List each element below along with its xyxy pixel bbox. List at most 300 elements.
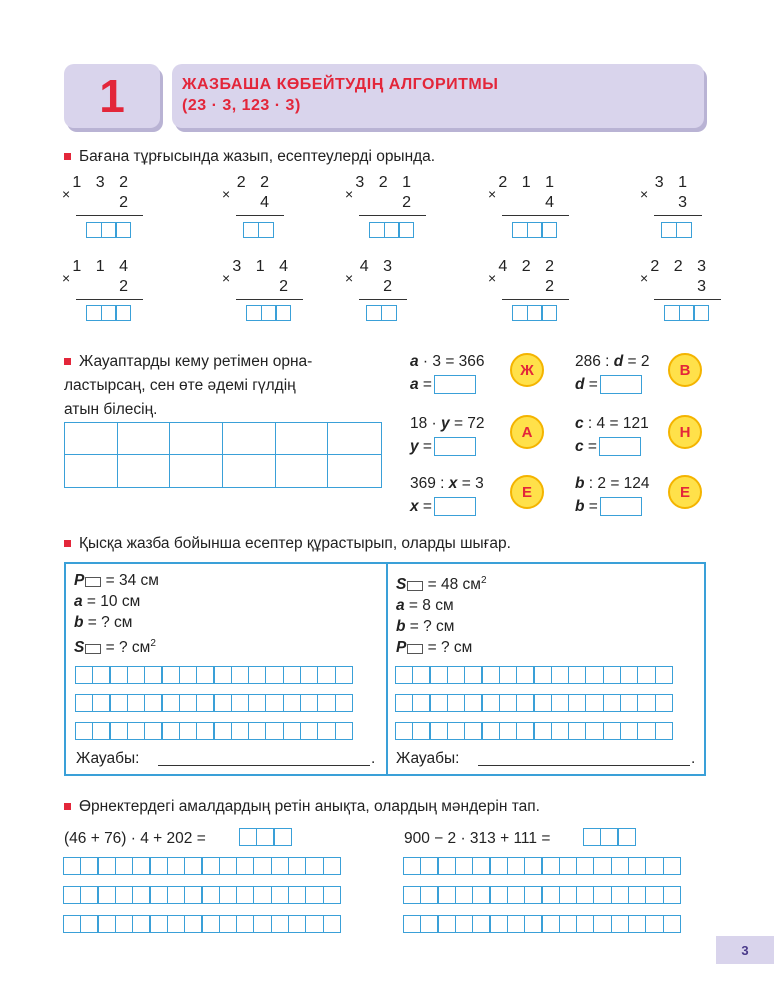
grid-cell[interactable] [92, 722, 111, 740]
grid-cell[interactable] [489, 857, 508, 875]
page-number: 3 [716, 936, 774, 964]
lesson-title: ЖАЗБАША КӨБЕЙТУДІҢ АЛГОРИТМЫ [182, 76, 499, 93]
answer-cell[interactable] [693, 305, 709, 321]
grid-cell[interactable] [533, 722, 552, 740]
grid-cell[interactable] [600, 828, 619, 846]
lesson-title-box [172, 64, 704, 128]
result-line [76, 215, 143, 216]
answer-cells[interactable] [662, 222, 692, 238]
grid-cell[interactable] [551, 722, 570, 740]
letter-badge: Ж [510, 353, 544, 387]
grid-cell[interactable] [412, 666, 431, 684]
bullet-icon [64, 358, 71, 365]
grid-cell[interactable] [559, 886, 578, 904]
grid-cell[interactable] [80, 857, 99, 875]
grid-cell[interactable] [499, 722, 518, 740]
answer-cells[interactable] [370, 222, 414, 238]
grid-cell[interactable] [437, 886, 456, 904]
grid-cell[interactable] [637, 694, 656, 712]
grid-cell[interactable] [115, 886, 134, 904]
grid-cell[interactable] [663, 857, 682, 875]
letter-badge: Н [668, 415, 702, 449]
grid-cell[interactable] [541, 915, 560, 933]
answer-cells[interactable] [247, 305, 291, 321]
answer-cells[interactable] [367, 305, 397, 321]
grid-cell[interactable] [489, 915, 508, 933]
solution-cell-row[interactable] [396, 722, 673, 740]
grid-cell[interactable] [219, 915, 238, 933]
grid-cell[interactable] [617, 828, 636, 846]
grid-cell[interactable] [420, 886, 439, 904]
grid-cell[interactable] [464, 722, 483, 740]
grid-cell[interactable] [335, 666, 354, 684]
grid-cell[interactable] [645, 857, 664, 875]
grid-cell[interactable] [149, 857, 168, 875]
equation-answer-box[interactable] [434, 437, 476, 456]
grid-cell[interactable] [317, 666, 336, 684]
grid-cell[interactable] [585, 694, 604, 712]
grid-cell[interactable] [144, 666, 163, 684]
grid-cell[interactable] [253, 915, 272, 933]
grid-cell[interactable] [323, 886, 342, 904]
grid-cell[interactable] [628, 886, 647, 904]
answer-cell[interactable] [86, 305, 102, 321]
grid-cell[interactable] [611, 886, 630, 904]
answer-cell[interactable] [381, 305, 397, 321]
grid-cell[interactable] [305, 857, 324, 875]
grid-cell[interactable] [231, 694, 250, 712]
grid-cell[interactable] [645, 886, 664, 904]
answer-cell[interactable] [527, 222, 543, 238]
times-sign: × [488, 186, 497, 202]
grid-cell[interactable] [663, 915, 682, 933]
left-conditions: P = 34 см a = 10 см b = ? см S = ? $см^2$ [74, 572, 159, 657]
multiplier: 2 [383, 278, 397, 295]
grid-cell[interactable] [472, 886, 491, 904]
answer-cell[interactable] [664, 305, 680, 321]
grid-cell[interactable] [132, 886, 151, 904]
grid-cell[interactable] [437, 857, 456, 875]
grid-cell[interactable] [317, 722, 336, 740]
grid-cell[interactable] [628, 857, 647, 875]
answer-cells[interactable] [244, 222, 274, 238]
grid-cell[interactable] [179, 722, 198, 740]
grid-cell[interactable] [127, 666, 146, 684]
answer-cell[interactable] [369, 222, 385, 238]
grid-cell[interactable] [593, 915, 612, 933]
grid-cell[interactable] [593, 857, 612, 875]
answer-cell[interactable] [115, 222, 131, 238]
task2-instruction: Жауаптарды кему ретімен орна- ластырсаң, сен өте әдемі гүлдің атын білесің. [64, 353, 313, 418]
grid-cell[interactable] [447, 694, 466, 712]
grid-cell[interactable] [455, 886, 474, 904]
equation: a · 3 = 366 a = [410, 353, 485, 393]
answer-cell[interactable] [541, 222, 557, 238]
grid-cell[interactable] [437, 915, 456, 933]
grid-cell[interactable] [516, 694, 535, 712]
result-line [654, 299, 721, 300]
grid-cell[interactable] [472, 915, 491, 933]
grid-cell[interactable] [524, 886, 543, 904]
grid-cell[interactable] [603, 694, 622, 712]
working-cell-row[interactable] [404, 886, 681, 904]
answer-cell[interactable] [366, 305, 382, 321]
grid-cell[interactable] [167, 886, 186, 904]
grid-cell[interactable] [300, 694, 319, 712]
grid-cell[interactable] [559, 915, 578, 933]
grid-cell[interactable] [256, 828, 275, 846]
grid-cell[interactable] [167, 915, 186, 933]
grid-cell[interactable] [420, 915, 439, 933]
grid-cell[interactable] [541, 857, 560, 875]
grid-cell[interactable] [655, 666, 674, 684]
grid-cell[interactable] [559, 857, 578, 875]
equation-answer-box[interactable] [434, 497, 476, 516]
grid-cell[interactable] [271, 886, 290, 904]
grid-cell[interactable] [115, 915, 134, 933]
problems-panel [64, 562, 706, 776]
grid-cell[interactable] [420, 857, 439, 875]
grid-cell[interactable] [481, 694, 500, 712]
solution-cell-row[interactable] [76, 694, 353, 712]
grid-cell[interactable] [335, 694, 354, 712]
grid-cell[interactable] [507, 886, 526, 904]
answer-cells[interactable] [665, 305, 709, 321]
grid-cell[interactable] [611, 857, 630, 875]
grid-cell[interactable] [489, 886, 508, 904]
grid-cell[interactable] [628, 915, 647, 933]
times-sign: × [222, 270, 231, 286]
grid-cell[interactable] [663, 886, 682, 904]
grid-cell[interactable] [637, 722, 656, 740]
rectangle-icon [407, 581, 423, 591]
solution-cell-row[interactable] [396, 694, 673, 712]
working-cell-row[interactable] [64, 886, 341, 904]
grid-cell[interactable] [248, 694, 267, 712]
grid-cell[interactable] [63, 915, 82, 933]
grid-cell[interactable] [97, 915, 116, 933]
grid-cell[interactable] [516, 666, 535, 684]
grid-cell[interactable] [236, 857, 255, 875]
multiplicand: 2 2 3 [650, 258, 711, 275]
grid-cell[interactable] [80, 915, 99, 933]
grid-cell[interactable] [541, 886, 560, 904]
grid-cell[interactable] [167, 857, 186, 875]
multiplicand: 4 2 2 [498, 258, 559, 275]
working-cell-row[interactable] [404, 915, 681, 933]
grid-cell[interactable] [533, 666, 552, 684]
grid-cell[interactable] [655, 694, 674, 712]
answer-cell[interactable] [261, 305, 277, 321]
left-answer-dot: . [371, 750, 376, 767]
grid-cell[interactable] [429, 666, 448, 684]
grid-cell[interactable] [179, 694, 198, 712]
answer-cell[interactable] [512, 305, 528, 321]
grid-cell[interactable] [231, 722, 250, 740]
grid-cell[interactable] [213, 722, 232, 740]
grid-cell[interactable] [63, 886, 82, 904]
grid-cell[interactable] [283, 722, 302, 740]
answer-cell[interactable] [398, 222, 414, 238]
grid-cell[interactable] [253, 886, 272, 904]
times-sign: × [640, 186, 649, 202]
grid-cell[interactable] [109, 694, 128, 712]
grid-cell[interactable] [248, 722, 267, 740]
grid-cell[interactable] [201, 886, 220, 904]
grid-cell[interactable] [300, 722, 319, 740]
grid-cell[interactable] [524, 915, 543, 933]
grid-cell[interactable] [97, 886, 116, 904]
grid-cell[interactable] [576, 915, 595, 933]
grid-cell[interactable] [317, 694, 336, 712]
bullet-icon [64, 540, 71, 547]
times-sign: × [488, 270, 497, 286]
grid-cell[interactable] [161, 694, 180, 712]
grid-cell[interactable] [603, 722, 622, 740]
grid-cell[interactable] [201, 857, 220, 875]
result-line [76, 299, 143, 300]
grid-cell[interactable] [585, 722, 604, 740]
grid-cell[interactable] [149, 915, 168, 933]
answer-cell[interactable] [384, 222, 400, 238]
right-answer-dot: . [691, 750, 696, 767]
grid-cell[interactable] [161, 666, 180, 684]
expression-answer-cells[interactable] [240, 828, 292, 846]
grid-cell[interactable] [533, 694, 552, 712]
answer-cell[interactable] [243, 222, 259, 238]
grid-cell[interactable] [248, 666, 267, 684]
grid-cell[interactable] [481, 666, 500, 684]
grid-cell[interactable] [196, 722, 215, 740]
multiplicand: 2 1 1 [498, 174, 559, 191]
grid-cell[interactable] [132, 857, 151, 875]
grid-cell[interactable] [637, 666, 656, 684]
answer-cells[interactable] [87, 305, 131, 321]
right-conditions: S = 48 $см^2$ a = 8 см b = ? см P = ? см [396, 575, 487, 657]
answer-cells[interactable] [513, 222, 557, 238]
grid-cell[interactable] [551, 666, 570, 684]
grid-cell[interactable] [516, 722, 535, 740]
grid-cell[interactable] [271, 857, 290, 875]
multiplier: 2 [402, 194, 416, 211]
grid-cell[interactable] [395, 666, 414, 684]
answer-cell[interactable] [101, 222, 117, 238]
answer-cell[interactable] [115, 305, 131, 321]
grid-cell[interactable] [335, 722, 354, 740]
grid-cell[interactable] [568, 722, 587, 740]
grid-cell[interactable] [273, 828, 292, 846]
grid-cell[interactable] [300, 666, 319, 684]
grid-cell[interactable] [75, 694, 94, 712]
grid-cell[interactable] [655, 722, 674, 740]
grid-cell[interactable] [75, 722, 94, 740]
grid-cell[interactable] [620, 694, 639, 712]
working-cell-row[interactable] [64, 915, 341, 933]
answer-cell[interactable] [679, 305, 695, 321]
grid-cell[interactable] [472, 857, 491, 875]
equation-answer-box[interactable] [599, 437, 641, 456]
grid-cell[interactable] [583, 828, 602, 846]
answer-cell[interactable] [86, 222, 102, 238]
task4-instruction: Өрнектердегі амалдардың ретін анықта, олардың мәндерін тап. [64, 798, 540, 816]
grid-cell[interactable] [323, 915, 342, 933]
grid-cell[interactable] [620, 722, 639, 740]
answer-cell[interactable] [258, 222, 274, 238]
grid-cell[interactable] [265, 694, 284, 712]
grid-cell[interactable] [144, 722, 163, 740]
grid-cell[interactable] [464, 694, 483, 712]
grid-cell[interactable] [92, 694, 111, 712]
grid-cell[interactable] [196, 694, 215, 712]
grid-cell[interactable] [127, 694, 146, 712]
multiplier: 2 [545, 278, 559, 295]
grid-cell[interactable] [455, 915, 474, 933]
grid-cell[interactable] [412, 694, 431, 712]
grid-cell[interactable] [464, 666, 483, 684]
answer-cell[interactable] [101, 305, 117, 321]
grid-cell[interactable] [620, 666, 639, 684]
grid-cell[interactable] [507, 857, 526, 875]
grid-cell[interactable] [253, 857, 272, 875]
equation-answer-box[interactable] [600, 375, 642, 394]
grid-cell[interactable] [499, 694, 518, 712]
grid-cell[interactable] [283, 666, 302, 684]
bullet-icon [64, 153, 71, 160]
grid-cell[interactable] [585, 666, 604, 684]
multiplier: 2 [119, 194, 133, 211]
solution-cell-row[interactable] [76, 666, 353, 684]
grid-cell[interactable] [75, 666, 94, 684]
multiplicand: 3 1 [654, 174, 692, 191]
grid-cell[interactable] [524, 857, 543, 875]
grid-cell[interactable] [481, 722, 500, 740]
grid-cell[interactable] [92, 666, 111, 684]
grid-cell[interactable] [127, 722, 146, 740]
grid-cell[interactable] [603, 666, 622, 684]
multiplier: 2 [279, 278, 293, 295]
grid-cell[interactable] [196, 666, 215, 684]
grid-cell[interactable] [109, 666, 128, 684]
answer-cell[interactable] [512, 222, 528, 238]
answer-cell[interactable] [275, 305, 291, 321]
grid-cell[interactable] [645, 915, 664, 933]
grid-cell[interactable] [455, 857, 474, 875]
grid-cell[interactable] [179, 666, 198, 684]
left-answer-line[interactable] [158, 765, 370, 766]
grid-cell[interactable] [395, 694, 414, 712]
right-answer-line[interactable] [478, 765, 690, 766]
grid-cell[interactable] [499, 666, 518, 684]
multiplicand: 2 2 [236, 174, 274, 191]
grid-cell[interactable] [161, 722, 180, 740]
grid-cell[interactable] [265, 666, 284, 684]
result-line [236, 215, 284, 216]
grid-cell[interactable] [149, 886, 168, 904]
solution-cell-row[interactable] [396, 666, 673, 684]
grid-cell[interactable] [213, 666, 232, 684]
grid-cell[interactable] [109, 722, 128, 740]
answer-cell[interactable] [541, 305, 557, 321]
grid-cell[interactable] [184, 886, 203, 904]
grid-cell[interactable] [144, 694, 163, 712]
working-cell-row[interactable] [404, 857, 681, 875]
answer-cell[interactable] [676, 222, 692, 238]
grid-cell[interactable] [184, 857, 203, 875]
grid-cell[interactable] [551, 694, 570, 712]
grid-cell[interactable] [231, 666, 250, 684]
grid-cell[interactable] [271, 915, 290, 933]
grid-cell[interactable] [288, 886, 307, 904]
grid-cell[interactable] [429, 722, 448, 740]
grid-cell[interactable] [265, 722, 284, 740]
grid-cell[interactable] [239, 828, 258, 846]
equation: b : 2 = 124 b = [575, 475, 650, 515]
grid-cell[interactable] [132, 915, 151, 933]
expression-right: 900 − 2 · 313 + 111 = [404, 830, 551, 847]
grid-cell[interactable] [63, 857, 82, 875]
answer-cell[interactable] [246, 305, 262, 321]
grid-cell[interactable] [236, 886, 255, 904]
grid-cell[interactable] [305, 915, 324, 933]
working-cell-row[interactable] [64, 857, 341, 875]
answer-cells[interactable] [513, 305, 557, 321]
grid-cell[interactable] [115, 857, 134, 875]
grid-cell[interactable] [447, 666, 466, 684]
grid-cell[interactable] [213, 694, 232, 712]
grid-cell[interactable] [288, 915, 307, 933]
grid-cell[interactable] [219, 857, 238, 875]
grid-cell[interactable] [305, 886, 324, 904]
grid-cell[interactable] [403, 886, 422, 904]
result-line [359, 299, 407, 300]
grid-cell[interactable] [576, 886, 595, 904]
letter-badge: А [510, 415, 544, 449]
grid-cell[interactable] [201, 915, 220, 933]
grid-cell[interactable] [236, 915, 255, 933]
grid-cell[interactable] [568, 694, 587, 712]
grid-cell[interactable] [593, 886, 612, 904]
grid-cell[interactable] [97, 857, 116, 875]
grid-cell[interactable] [412, 722, 431, 740]
grid-cell[interactable] [507, 915, 526, 933]
expression-answer-cells[interactable] [584, 828, 636, 846]
solution-cell-row[interactable] [76, 722, 353, 740]
answer-cells[interactable] [87, 222, 131, 238]
grid-cell[interactable] [323, 857, 342, 875]
equation-answer-box[interactable] [600, 497, 642, 516]
grid-cell[interactable] [219, 886, 238, 904]
grid-cell[interactable] [447, 722, 466, 740]
grid-cell[interactable] [403, 915, 422, 933]
lesson-number-box [64, 64, 160, 128]
multiplicand: 1 1 4 [72, 258, 133, 275]
equation-answer-box[interactable] [434, 375, 476, 394]
times-sign: × [62, 186, 71, 202]
grid-cell[interactable] [611, 915, 630, 933]
answer-cell[interactable] [661, 222, 677, 238]
grid-cell[interactable] [184, 915, 203, 933]
grid-cell[interactable] [288, 857, 307, 875]
grid-cell[interactable] [80, 886, 99, 904]
grid-cell[interactable] [576, 857, 595, 875]
grid-cell[interactable] [568, 666, 587, 684]
grid-cell[interactable] [403, 857, 422, 875]
grid-cell[interactable] [395, 722, 414, 740]
grid-cell[interactable] [283, 694, 302, 712]
answer-cell[interactable] [527, 305, 543, 321]
grid-cell[interactable] [429, 694, 448, 712]
flower-name-grid[interactable] [64, 422, 382, 488]
